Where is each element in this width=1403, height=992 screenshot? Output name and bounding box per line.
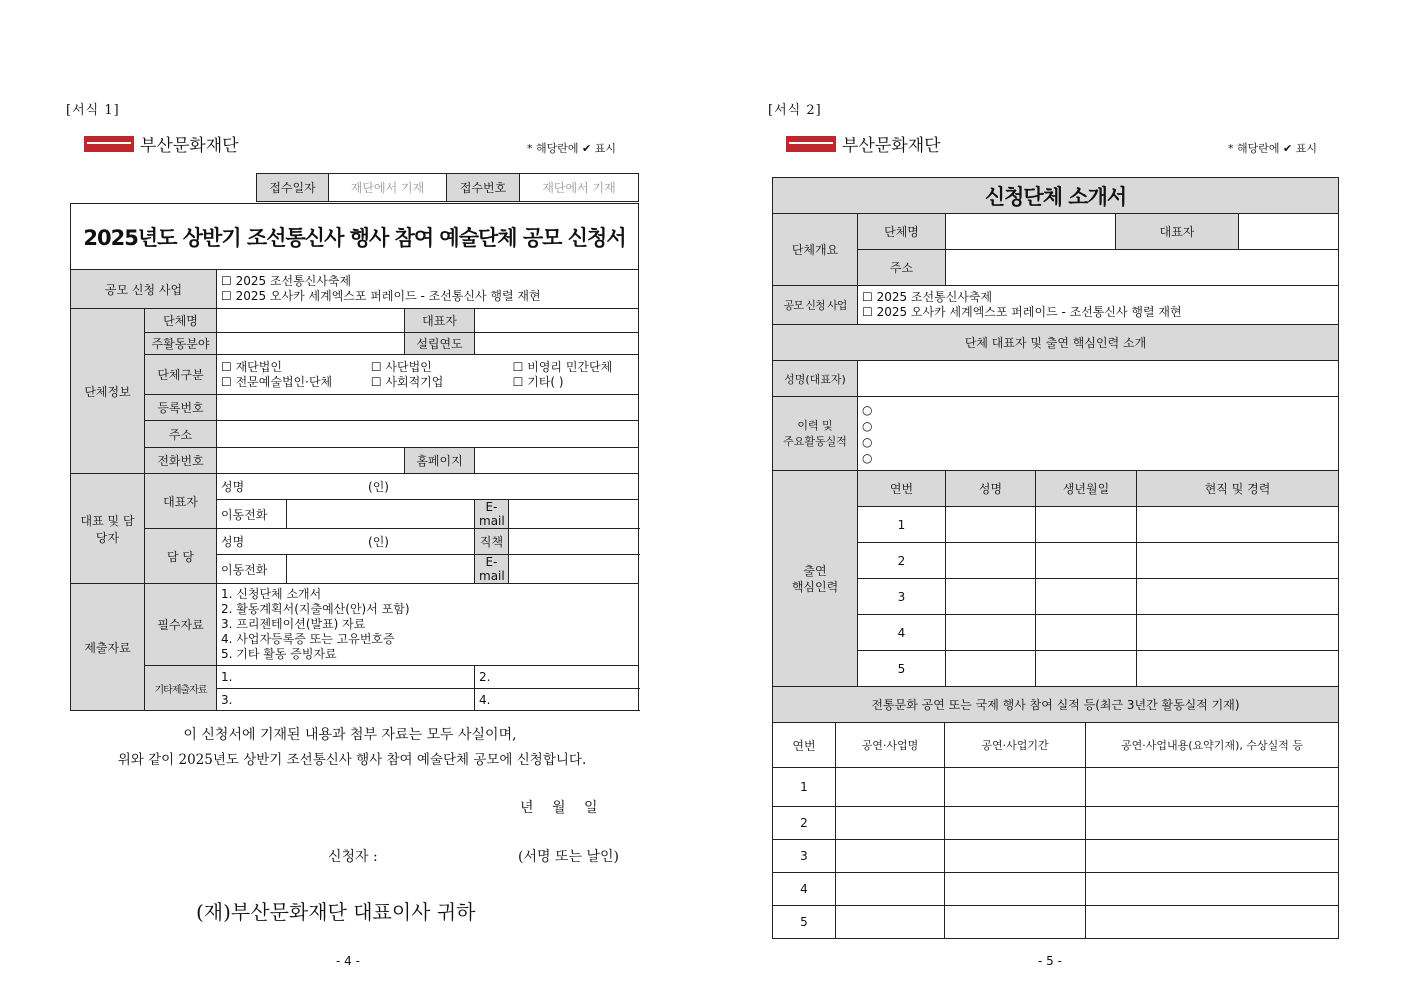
phone-label: 전화번호 (145, 448, 217, 474)
check-mark-note: * 해당란에 ✔ 표시 (1228, 142, 1317, 155)
overview-address-label: 주소 (858, 250, 946, 286)
rep-name-input[interactable] (858, 361, 1339, 397)
org-name-label: 단체명 (145, 309, 217, 333)
org-type-association[interactable]: ☐ 사단법인 (370, 359, 432, 374)
org-type-other[interactable]: ☐ 기타( ) (512, 374, 564, 389)
perf-content-input[interactable] (1086, 768, 1339, 807)
manager-mobile-label: 이동전화 (217, 555, 287, 584)
rep-name-label: 성명 (221, 480, 245, 494)
core-career-input[interactable] (1137, 615, 1339, 651)
overview-rep-label: 대표자 (1116, 214, 1239, 250)
document-title: 2025년도 상반기 조선통신사 행사 참여 예술단체 공모 신청서 (71, 204, 639, 270)
core-row-no: 1 (858, 507, 946, 543)
core-birth-input[interactable] (1036, 615, 1137, 651)
form-label: [서식 2] (768, 103, 822, 118)
manager-seal-label: (인) (368, 535, 389, 549)
core-col-no: 연번 (858, 471, 946, 507)
core-birth-input[interactable] (1036, 507, 1137, 543)
page-form-2 (702, 0, 1403, 992)
receipt-no-label: 접수번호 (447, 174, 520, 202)
required-doc-item: 5. 기타 활동 증빙자료 (221, 647, 337, 661)
core-section-line: 핵심인력 (791, 579, 839, 594)
perf-col-content: 공연·사업내용(요약기재), 수상실적 등 (1086, 723, 1339, 768)
table-row (773, 651, 1339, 687)
org-type-foundation[interactable]: ☐ 재단법인 (221, 359, 282, 374)
core-birth-input[interactable] (1036, 579, 1137, 615)
logo-mark-icon (84, 136, 134, 152)
overview-address-input[interactable] (946, 250, 1339, 286)
overview-rep-input[interactable] (1239, 214, 1339, 250)
founding-year-label: 설립연도 (405, 333, 475, 355)
page-number: - 4 - (336, 954, 360, 968)
manager-label: 담 당 (145, 529, 217, 584)
perf-name-input[interactable] (836, 906, 945, 939)
receipt-table (256, 173, 639, 202)
perf-name-input[interactable] (836, 807, 945, 840)
other-docs-label: 기타제출자료 (145, 666, 217, 711)
perf-row-no: 2 (773, 807, 836, 840)
field-input[interactable] (217, 333, 405, 355)
manager-mobile-input[interactable] (287, 555, 475, 584)
core-row-no: 5 (858, 651, 946, 687)
required-docs-label: 필수자료 (145, 584, 217, 666)
manager-name-label: 성명 (221, 535, 245, 549)
manager-position-label: 직책 (475, 529, 509, 555)
core-birth-input[interactable] (1036, 543, 1137, 579)
overview-section-label: 단체개요 (773, 214, 858, 286)
org-name: 부산문화재단 (140, 136, 239, 156)
statement-line-2: 위와 같이 2025년도 상반기 조선통신사 행사 참여 예술단체 공모에 신청합니다. (117, 752, 587, 768)
perf-col-no: 연번 (773, 723, 836, 768)
applicant-sign-note[interactable]: (서명 또는 날인) (518, 849, 619, 865)
rep-seal-label: (인) (368, 480, 389, 494)
personnel-section-header: 단체 대표자 및 출연 핵심인력 소개 (773, 325, 1339, 361)
overview-name-label: 단체명 (858, 214, 946, 250)
org-type-nonprofit[interactable]: ☐ 비영리 민간단체 (512, 359, 613, 374)
org-name-input[interactable] (217, 309, 405, 333)
history-bullet: ○ (862, 451, 873, 465)
org-type-options (217, 355, 639, 395)
table-row (773, 807, 1339, 840)
perf-name-input[interactable] (836, 768, 945, 807)
table-row (773, 615, 1339, 651)
history-bullet: ○ (862, 403, 873, 417)
table-row (773, 579, 1339, 615)
core-career-input[interactable] (1137, 579, 1339, 615)
rep-mobile-label: 이동전화 (217, 500, 287, 529)
core-section-label (773, 471, 858, 687)
page-number: - 5 - (1038, 954, 1062, 968)
history-input[interactable] (858, 397, 1339, 472)
core-col-name: 성명 (946, 471, 1036, 507)
perf-content-input[interactable] (1086, 807, 1339, 840)
perf-content-input[interactable] (1086, 840, 1339, 873)
project-option-festival[interactable]: ☐ 2025 조선통신사축제 (862, 290, 993, 304)
table-row (773, 840, 1339, 873)
perf-row-no: 1 (773, 768, 836, 807)
required-doc-item: 1. 신청단체 소개서 (221, 587, 322, 601)
history-label-line: 주요활동실적 (783, 435, 847, 448)
table-row (773, 543, 1339, 579)
org-info-section-label: 단체정보 (71, 309, 145, 474)
rep-name-label: 성명(대표자) (773, 361, 858, 397)
core-career-input[interactable] (1137, 507, 1339, 543)
org-logo (786, 131, 941, 156)
perf-row-no: 3 (773, 840, 836, 873)
form-label: [서식 1] (66, 103, 120, 118)
rep-label: 대표자 (145, 474, 217, 529)
org-rep-label: 대표자 (405, 309, 475, 333)
perf-content-input[interactable] (1086, 906, 1339, 939)
core-col-career: 현직 및 경력 (1137, 471, 1339, 507)
address-label: 주소 (145, 421, 217, 448)
history-label-line: 이력 및 (797, 419, 833, 432)
core-birth-input[interactable] (1036, 651, 1137, 687)
core-name-input[interactable] (946, 651, 1036, 687)
rep-name-cell[interactable] (217, 474, 639, 500)
project-label: 공모 신청 사업 (773, 286, 858, 325)
project-options (217, 270, 639, 309)
performance-section-header: 전통문화 공연 또는 국제 행사 참여 실적 등(최근 3년간 활동실적 기재) (773, 687, 1339, 723)
table-row (773, 873, 1339, 906)
reg-no-label: 등록번호 (145, 395, 217, 421)
manager-email-input[interactable] (509, 555, 639, 584)
core-name-input[interactable] (946, 615, 1036, 651)
perf-row-no: 5 (773, 906, 836, 939)
org-type-social[interactable]: ☐ 사회적기업 (370, 374, 444, 389)
perf-col-name: 공연·사업명 (836, 723, 945, 768)
homepage-label: 홈페이지 (405, 448, 475, 474)
project-option-expo[interactable]: ☐ 2025 오사카 세계엑스포 퍼레이드 - 조선통신사 행렬 재현 (862, 305, 1182, 319)
core-row-no: 2 (858, 543, 946, 579)
addressee: (재)부산문화재단 대표이사 귀하 (196, 900, 476, 924)
required-docs-list (217, 584, 639, 666)
rep-contact-section-label: 대표 및 담당자 (71, 474, 145, 584)
core-name-input[interactable] (946, 543, 1036, 579)
founding-year-input[interactable] (475, 333, 639, 355)
manager-name-cell[interactable] (217, 529, 475, 555)
perf-content-input[interactable] (1086, 873, 1339, 906)
perf-col-period: 공연·사업기간 (945, 723, 1086, 768)
core-col-birth: 생년월일 (1036, 471, 1137, 507)
core-name-input[interactable] (946, 507, 1036, 543)
homepage-input[interactable] (475, 448, 639, 474)
rep-email-input[interactable] (509, 500, 639, 529)
perf-period-input[interactable] (945, 840, 1086, 873)
org-type-arts-corp[interactable]: ☐ 전문예술법인·단체 (221, 374, 333, 389)
perf-period-input[interactable] (945, 768, 1086, 807)
perf-period-input[interactable] (945, 906, 1086, 939)
required-doc-item: 4. 사업자등록증 또는 고유번호증 (221, 632, 395, 646)
project-option-expo[interactable]: ☐ 2025 오사카 세계엑스포 퍼레이드 - 조선통신사 행렬 재현 (221, 289, 541, 303)
org-logo (84, 131, 239, 156)
table-row (773, 768, 1339, 807)
perf-row-no: 4 (773, 873, 836, 906)
reg-no-input[interactable] (217, 395, 639, 421)
org-rep-input[interactable] (475, 309, 639, 333)
history-bullet: ○ (862, 419, 873, 433)
rep-mobile-input[interactable] (287, 500, 475, 529)
required-doc-item: 3. 프리젠테이션(발표) 자료 (221, 617, 366, 631)
core-personnel-table (772, 470, 1339, 723)
applicant-label: 신청자 : (328, 849, 378, 865)
page-form-1 (0, 0, 700, 992)
application-form-table (70, 203, 639, 711)
other-doc-4-input[interactable]: 4. (475, 689, 639, 711)
table-row (773, 507, 1339, 543)
required-doc-item: 2. 활동계획서(지출예산(안)서 포함) (221, 602, 410, 616)
date-line: 년 월 일 (520, 800, 598, 816)
org-name: 부산문화재단 (842, 136, 941, 156)
rep-email-label: E-mail (475, 500, 509, 529)
history-bullet: ○ (862, 435, 873, 449)
history-label (773, 397, 858, 472)
core-name-input[interactable] (946, 579, 1036, 615)
core-career-input[interactable] (1137, 543, 1339, 579)
receipt-no-input[interactable]: 재단에서 기재 (520, 174, 639, 202)
org-type-label: 단체구분 (145, 355, 217, 395)
check-mark-note: * 해당란에 ✔ 표시 (527, 142, 616, 155)
docs-section-label: 제출자료 (71, 584, 145, 711)
logo-mark-icon (786, 136, 836, 152)
receipt-date-input[interactable]: 재단에서 기재 (329, 174, 447, 202)
project-options (858, 286, 1339, 325)
project-label: 공모 신청 사업 (71, 270, 217, 309)
perf-name-input[interactable] (836, 840, 945, 873)
other-doc-2-input[interactable]: 2. (475, 666, 639, 689)
performance-table (772, 722, 1339, 939)
intro-title: 신청단체 소개서 (773, 178, 1339, 214)
other-doc-3-input[interactable]: 3. (217, 689, 475, 711)
intro-table-top (772, 177, 1339, 472)
manager-email-label: E-mail (475, 555, 509, 584)
core-section-line: 출연 (803, 563, 827, 578)
other-doc-1-input[interactable]: 1. (217, 666, 475, 689)
overview-name-input[interactable] (946, 214, 1116, 250)
manager-position-input[interactable] (509, 529, 639, 555)
address-input[interactable] (217, 421, 639, 448)
project-option-festival[interactable]: ☐ 2025 조선통신사축제 (221, 274, 352, 288)
perf-name-input[interactable] (836, 873, 945, 906)
receipt-date-label: 접수일자 (257, 174, 329, 202)
statement-line-1: 이 신청서에 기재된 내용과 첨부 자료는 모두 사실이며, (183, 727, 517, 743)
table-row (773, 906, 1339, 939)
phone-input[interactable] (217, 448, 405, 474)
core-career-input[interactable] (1137, 651, 1339, 687)
core-row-no: 3 (858, 579, 946, 615)
perf-period-input[interactable] (945, 807, 1086, 840)
field-label: 주활동분야 (145, 333, 217, 355)
perf-period-input[interactable] (945, 873, 1086, 906)
core-row-no: 4 (858, 615, 946, 651)
